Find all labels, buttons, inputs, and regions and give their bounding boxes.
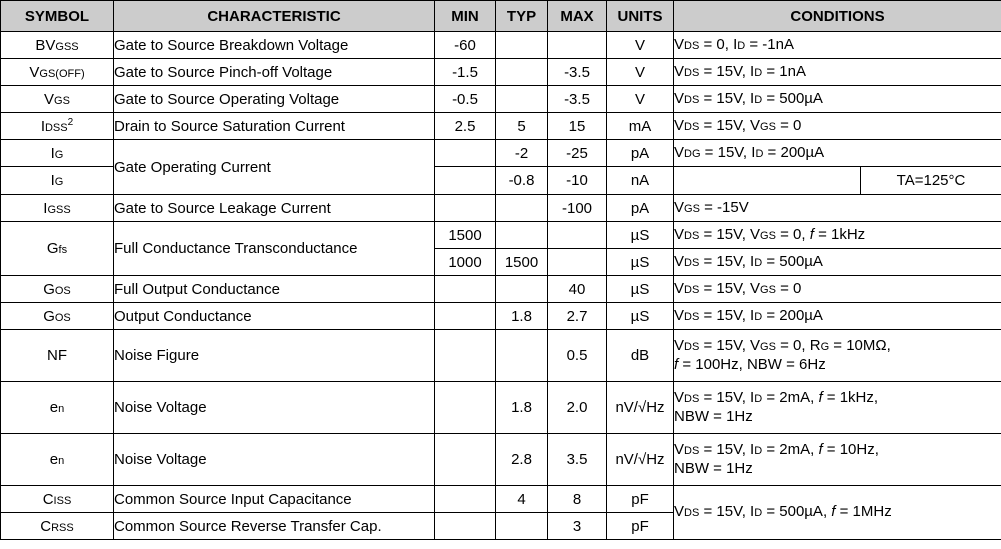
max-cell [548,32,607,59]
symbol-cell: CRSS [1,513,114,540]
typ-cell [496,276,548,303]
characteristic-cell: Common Source Reverse Transfer Cap. [114,513,435,540]
symbol-cell: Gfs [1,222,114,276]
characteristic-cell: Full Output Conductance [114,276,435,303]
conditions-cell: VDS = 15V, ID = 200µA [674,303,1001,330]
max-cell: 8 [548,486,607,513]
header-max: MAX [548,1,607,32]
characteristic-cell: Noise Voltage [114,434,435,486]
header-typ: TYP [496,1,548,32]
max-cell: 40 [548,276,607,303]
min-cell [435,276,496,303]
min-cell [435,195,496,222]
min-cell [435,330,496,382]
table-row [1,382,1001,434]
symbol-cell: IG [1,167,114,195]
characteristic-cell: Output Conductance [114,303,435,330]
table-row [1,32,1001,59]
units-cell: nA [607,167,674,195]
table-row [1,486,1001,513]
units-cell: mA [607,113,674,140]
table-row [1,434,1001,486]
table-row [1,330,1001,382]
max-cell: 3 [548,513,607,540]
typ-cell: 4 [496,486,548,513]
characteristic-cell: Full Conductance Transconductance [114,222,435,276]
typ-cell [496,513,548,540]
conditions-cell: VDS = 15V, VGS = 0, RG = 10MΩ, f = 100Hz, NBW = 6Hz [674,330,1001,382]
min-cell: 1000 [435,249,496,276]
typ-cell: -0.8 [496,167,548,195]
typ-cell: 1.8 [496,382,548,434]
min-cell [435,167,496,195]
header-row [1,1,1001,32]
symbol-cell: IG [1,140,114,167]
symbol-cell: BVGSS [1,32,114,59]
min-cell: 1500 [435,222,496,249]
max-cell: -3.5 [548,59,607,86]
header-conditions: CONDITIONS [674,1,1001,32]
characteristic-cell: Gate to Source Breakdown Voltage [114,32,435,59]
units-cell: dB [607,330,674,382]
conditions-cell: VDS = 15V, ID = 2mA, f = 1kHz, NBW = 1Hz [674,382,1001,434]
units-cell: pA [607,140,674,167]
conditions-cell: VGS = -15V [674,195,1001,222]
min-cell: -60 [435,32,496,59]
min-cell [435,486,496,513]
conditions-cell: VDS = 15V, VGS = 0 [674,276,1001,303]
conditions-cell: VDS = 15V, ID = 2mA, f = 10Hz, NBW = 1Hz [674,434,1001,486]
table-row [1,303,1001,330]
table-row [1,86,1001,113]
typ-cell: 2.8 [496,434,548,486]
symbol-cell: en [1,382,114,434]
units-cell: pF [607,513,674,540]
header-min: MIN [435,1,496,32]
header-characteristic: CHARACTERISTIC [114,1,435,32]
max-cell: -10 [548,167,607,195]
characteristic-cell: Common Source Input Capacitance [114,486,435,513]
max-cell [548,249,607,276]
table-row [1,195,1001,222]
conditions-cell: VDS = 15V, ID = 1nA [674,59,1001,86]
symbol-cell: GOS [1,303,114,330]
characteristic-cell: Noise Figure [114,330,435,382]
min-cell [435,140,496,167]
conditions-cell: VDS = 15V, VGS = 0 [674,113,1001,140]
max-cell: -25 [548,140,607,167]
min-cell [435,303,496,330]
conditions-cell: VDS = 15V, VGS = 0, f = 1kHz [674,222,1001,249]
units-cell: µS [607,303,674,330]
min-cell: -0.5 [435,86,496,113]
characteristic-cell: Noise Voltage [114,382,435,434]
min-cell [435,513,496,540]
conditions-cell: VDS = 15V, ID = 500µA [674,86,1001,113]
characteristic-cell: Drain to Source Saturation Current [114,113,435,140]
units-cell: µS [607,276,674,303]
typ-cell [496,86,548,113]
header-units: UNITS [607,1,674,32]
units-cell: V [607,86,674,113]
symbol-cell: IDSS$^2$ [1,113,114,140]
characteristic-cell: Gate to Source Operating Voltage [114,86,435,113]
max-cell: -3.5 [548,86,607,113]
units-cell: V [607,59,674,86]
min-cell: 2.5 [435,113,496,140]
conditions-cell: VDS = 15V, ID = 500µA, f = 1MHz [674,486,1001,540]
characteristic-cell: Gate to Source Leakage Current [114,195,435,222]
symbol-cell: VGS(OFF) [1,59,114,86]
units-cell: V [607,32,674,59]
max-cell: 0.5 [548,330,607,382]
max-cell: 2.0 [548,382,607,434]
typ-cell: 1500 [496,249,548,276]
units-cell: nV/√Hz [607,382,674,434]
max-cell: 15 [548,113,607,140]
typ-cell [496,59,548,86]
max-cell [548,222,607,249]
units-cell: µS [607,222,674,249]
header-symbol: SYMBOL [1,1,114,32]
max-cell: 3.5 [548,434,607,486]
symbol-cell: CISS [1,486,114,513]
typ-cell: 1.8 [496,303,548,330]
typ-cell [496,330,548,382]
typ-cell: 5 [496,113,548,140]
max-cell: -100 [548,195,607,222]
temperature-condition: TA=125°C [861,167,1001,194]
max-cell: 2.7 [548,303,607,330]
characteristic-cell: Gate to Source Pinch-off Voltage [114,59,435,86]
conditions-cell: VDS = 15V, ID = 500µA [674,249,1001,276]
conditions-cell: VDG = 15V, ID = 200µA [674,140,1001,167]
min-cell: -1.5 [435,59,496,86]
units-cell: µS [607,249,674,276]
min-cell [435,434,496,486]
table-row [1,276,1001,303]
table-row [1,140,1001,167]
table-row [1,59,1001,86]
symbol-cell: en [1,434,114,486]
units-cell: pF [607,486,674,513]
characteristic-cell: Gate Operating Current [114,140,435,195]
symbol-cell: VGS [1,86,114,113]
conditions-cell: VDS = 0, ID = -1nA [674,32,1001,59]
min-cell [435,382,496,434]
symbol-cell: IGSS [1,195,114,222]
units-cell: pA [607,195,674,222]
symbol-cell: GOS [1,276,114,303]
typ-cell [496,32,548,59]
typ-cell [496,222,548,249]
symbol-cell: NF [1,330,114,382]
table-row [1,113,1001,140]
units-cell: nV/√Hz [607,434,674,486]
typ-cell [496,195,548,222]
typ-cell: -2 [496,140,548,167]
table-row [1,222,1001,249]
conditions-cell [674,167,1001,195]
